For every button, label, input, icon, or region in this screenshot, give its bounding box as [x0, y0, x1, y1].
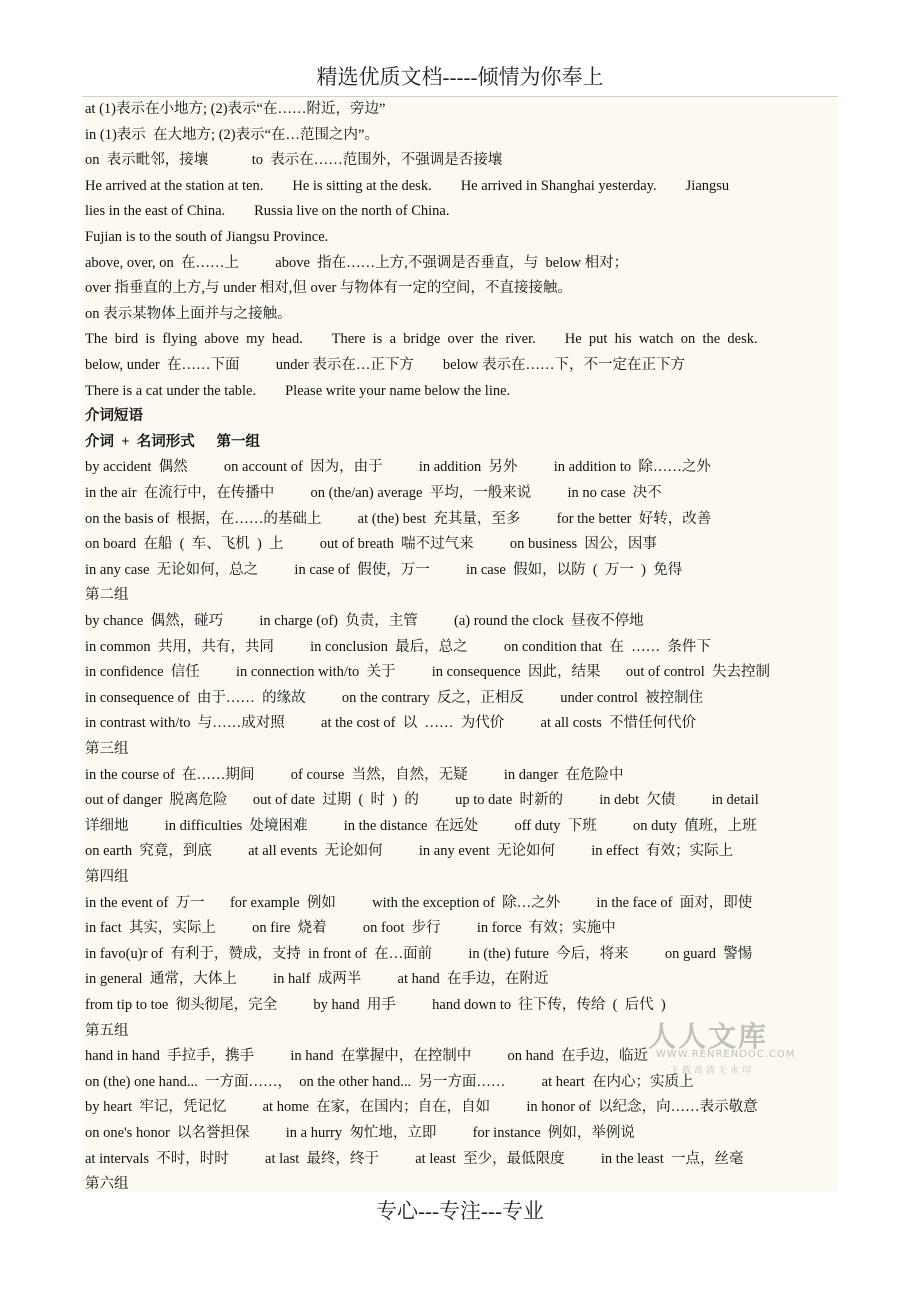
text-line: 第二组 [85, 587, 129, 604]
text-line: out of danger 脱离危险 out of date 过期 ( 时 ) 的 up to date 时新的 in debt 欠债 in detail [85, 792, 759, 809]
text-line: in the course of 在……期间 of course 当然，自然，无疑 in danger 在危险中 [85, 766, 624, 783]
text-line: 第五组 [85, 1022, 129, 1039]
text-line: on 表示毗邻，接壤 to 表示在……范围外，不强调是否接壤 [85, 152, 503, 169]
text-line: hand in hand 手拉手，携手 in hand 在掌握中，在控制中 on hand 在手边，临近 [85, 1048, 649, 1065]
page-footer: 专心---专注---专业 [376, 1199, 544, 1223]
text-line: by accident 偶然 on account of 因为，由于 in addition 另外 in addition to 除……之外 [85, 459, 711, 476]
text-line: Fujian is to the south of Jiangsu Province. [85, 229, 329, 245]
text-line: in the air 在流行中，在传播中 on (the/an) average 平均，一般来说 in no case 决不 [85, 485, 662, 501]
text-line: on earth 究竟，到底 at all events 无论如何 in any event 无论如何 in effect 有效；实际上 [85, 843, 734, 860]
text-line: lies in the east of China. Russia live on the north of China. [85, 203, 450, 220]
watermark-url: WWW.RENRENDOC.COM [656, 1049, 796, 1060]
text-line: in (1)表示 在大地方; (2)表示“在…范围之内”。 [85, 126, 379, 143]
text-line: in confidence 信任 in connection with/to 关于 in consequence 因此，结果 out of control 失去控制 [85, 664, 771, 681]
text-line: 第六组 [85, 1176, 129, 1193]
text-line: 介词 + 名词形式 第一组 [85, 433, 261, 450]
text-line: in general 通常，大体上 in half 成两半 at hand 在手边，在附近 [85, 971, 549, 988]
text-line: in any case 无论如何，总之 in case of 假使，万一 in case 假如，以防 ( 万一 ) 免得 [85, 561, 683, 578]
document-body [82, 97, 838, 1192]
text-line: in fact 其实，实际上 on fire 烧着 on foot 步行 in force 有效；实施中 [85, 920, 616, 937]
text-line: above, over, on 在……上 above 指在……上方,不强调是否垂直，与 below 相对； [85, 254, 629, 271]
text-line: He arrived at the station at ten. He is sitting at the desk. He arrived in Shanghai yesterday. Jiangsu [85, 177, 730, 194]
text-line: on (the) one hand... 一方面……， on the other hand... 另一方面…… at heart 在内心；实质上 [85, 1073, 694, 1090]
text-line: 详细地 in difficulties 处境困难 in the distance 在远处 off duty 下班 on duty 值班，上班 [85, 817, 757, 834]
text-line: over 指垂直的上方,与 under 相对,但 over 与物体有一定的空间，不直接接触。 [85, 280, 572, 297]
text-line: on the basis of 根据，在……的基础上 at (the) best 充其量，至多 for the better 好转，改善 [85, 510, 712, 527]
text-line: by heart 牢记，凭记忆 at home 在家，在国内；自在，自如 in honor of 以纪念，向……表示敬意 [85, 1099, 758, 1116]
text-line: on 表示某物体上面并与之接触。 [85, 305, 292, 322]
text-line: There is a cat under the table. Please write your name below the line. [85, 382, 511, 399]
text-line: at intervals 不时，时时 at last 最终，终于 at least 至少，最低限度 in the least 一点，丝毫 [85, 1150, 744, 1167]
text-line: in common 共用，共有，共同 in conclusion 最后，总之 on condition that 在 …… 条件下 [85, 638, 711, 655]
text-line: 介词短语 [85, 408, 143, 425]
watermark-logo: 人人文库 [648, 1020, 769, 1053]
text-line: from tip to toe 彻头彻尾，完全 by hand 用手 hand down to 往下传，传给 ( 后代 ) [85, 997, 666, 1013]
text-line: by chance 偶然，碰巧 in charge (of) 负责，主管 (a) round the clock 昼夜不停地 [85, 613, 644, 629]
text-line: 第三组 [85, 741, 129, 757]
watermark-tagline: 下载高清无水印 [670, 1066, 755, 1076]
text-line: in consequence of 由于…… 的缘故 on the contrary 反之，正相反 under control 被控制住 [85, 689, 704, 706]
text-line: on board 在船 ( 车、飞机 ) 上 out of breath 喘不过气来 on business 因公，因事 [85, 536, 657, 553]
text-line: in contrast with/to 与……成对照 at the cost of 以 …… 为代价 at all costs 不惜任何代价 [85, 715, 696, 732]
text-line: in the event of 万一 for example 例如 with the exception of 除…之外 in the face of 面对，即使 [85, 894, 753, 911]
text-line: below, under 在……下面 under 表示在…正下方 below 表示在……下，不一定在正下方 [85, 357, 685, 373]
text-line: on one's honor 以名誉担保 in a hurry 匆忙地，立即 for instance 例如，举例说 [85, 1125, 635, 1141]
text-line: in favo(u)r of 有利于，赞成，支持 in front of 在…面前 in (the) future 今后，将来 on guard 警惕 [85, 945, 753, 962]
text-line: The bird is flying above my head. There is a bridge over the river. He put his watch on the desk. [85, 331, 758, 348]
page-header: 精选优质文档-----倾情为你奉上 [82, 58, 838, 97]
text-line: at (1)表示在小地方; (2)表示“在……附近，旁边” [85, 101, 386, 117]
text-line: 第四组 [85, 869, 129, 885]
